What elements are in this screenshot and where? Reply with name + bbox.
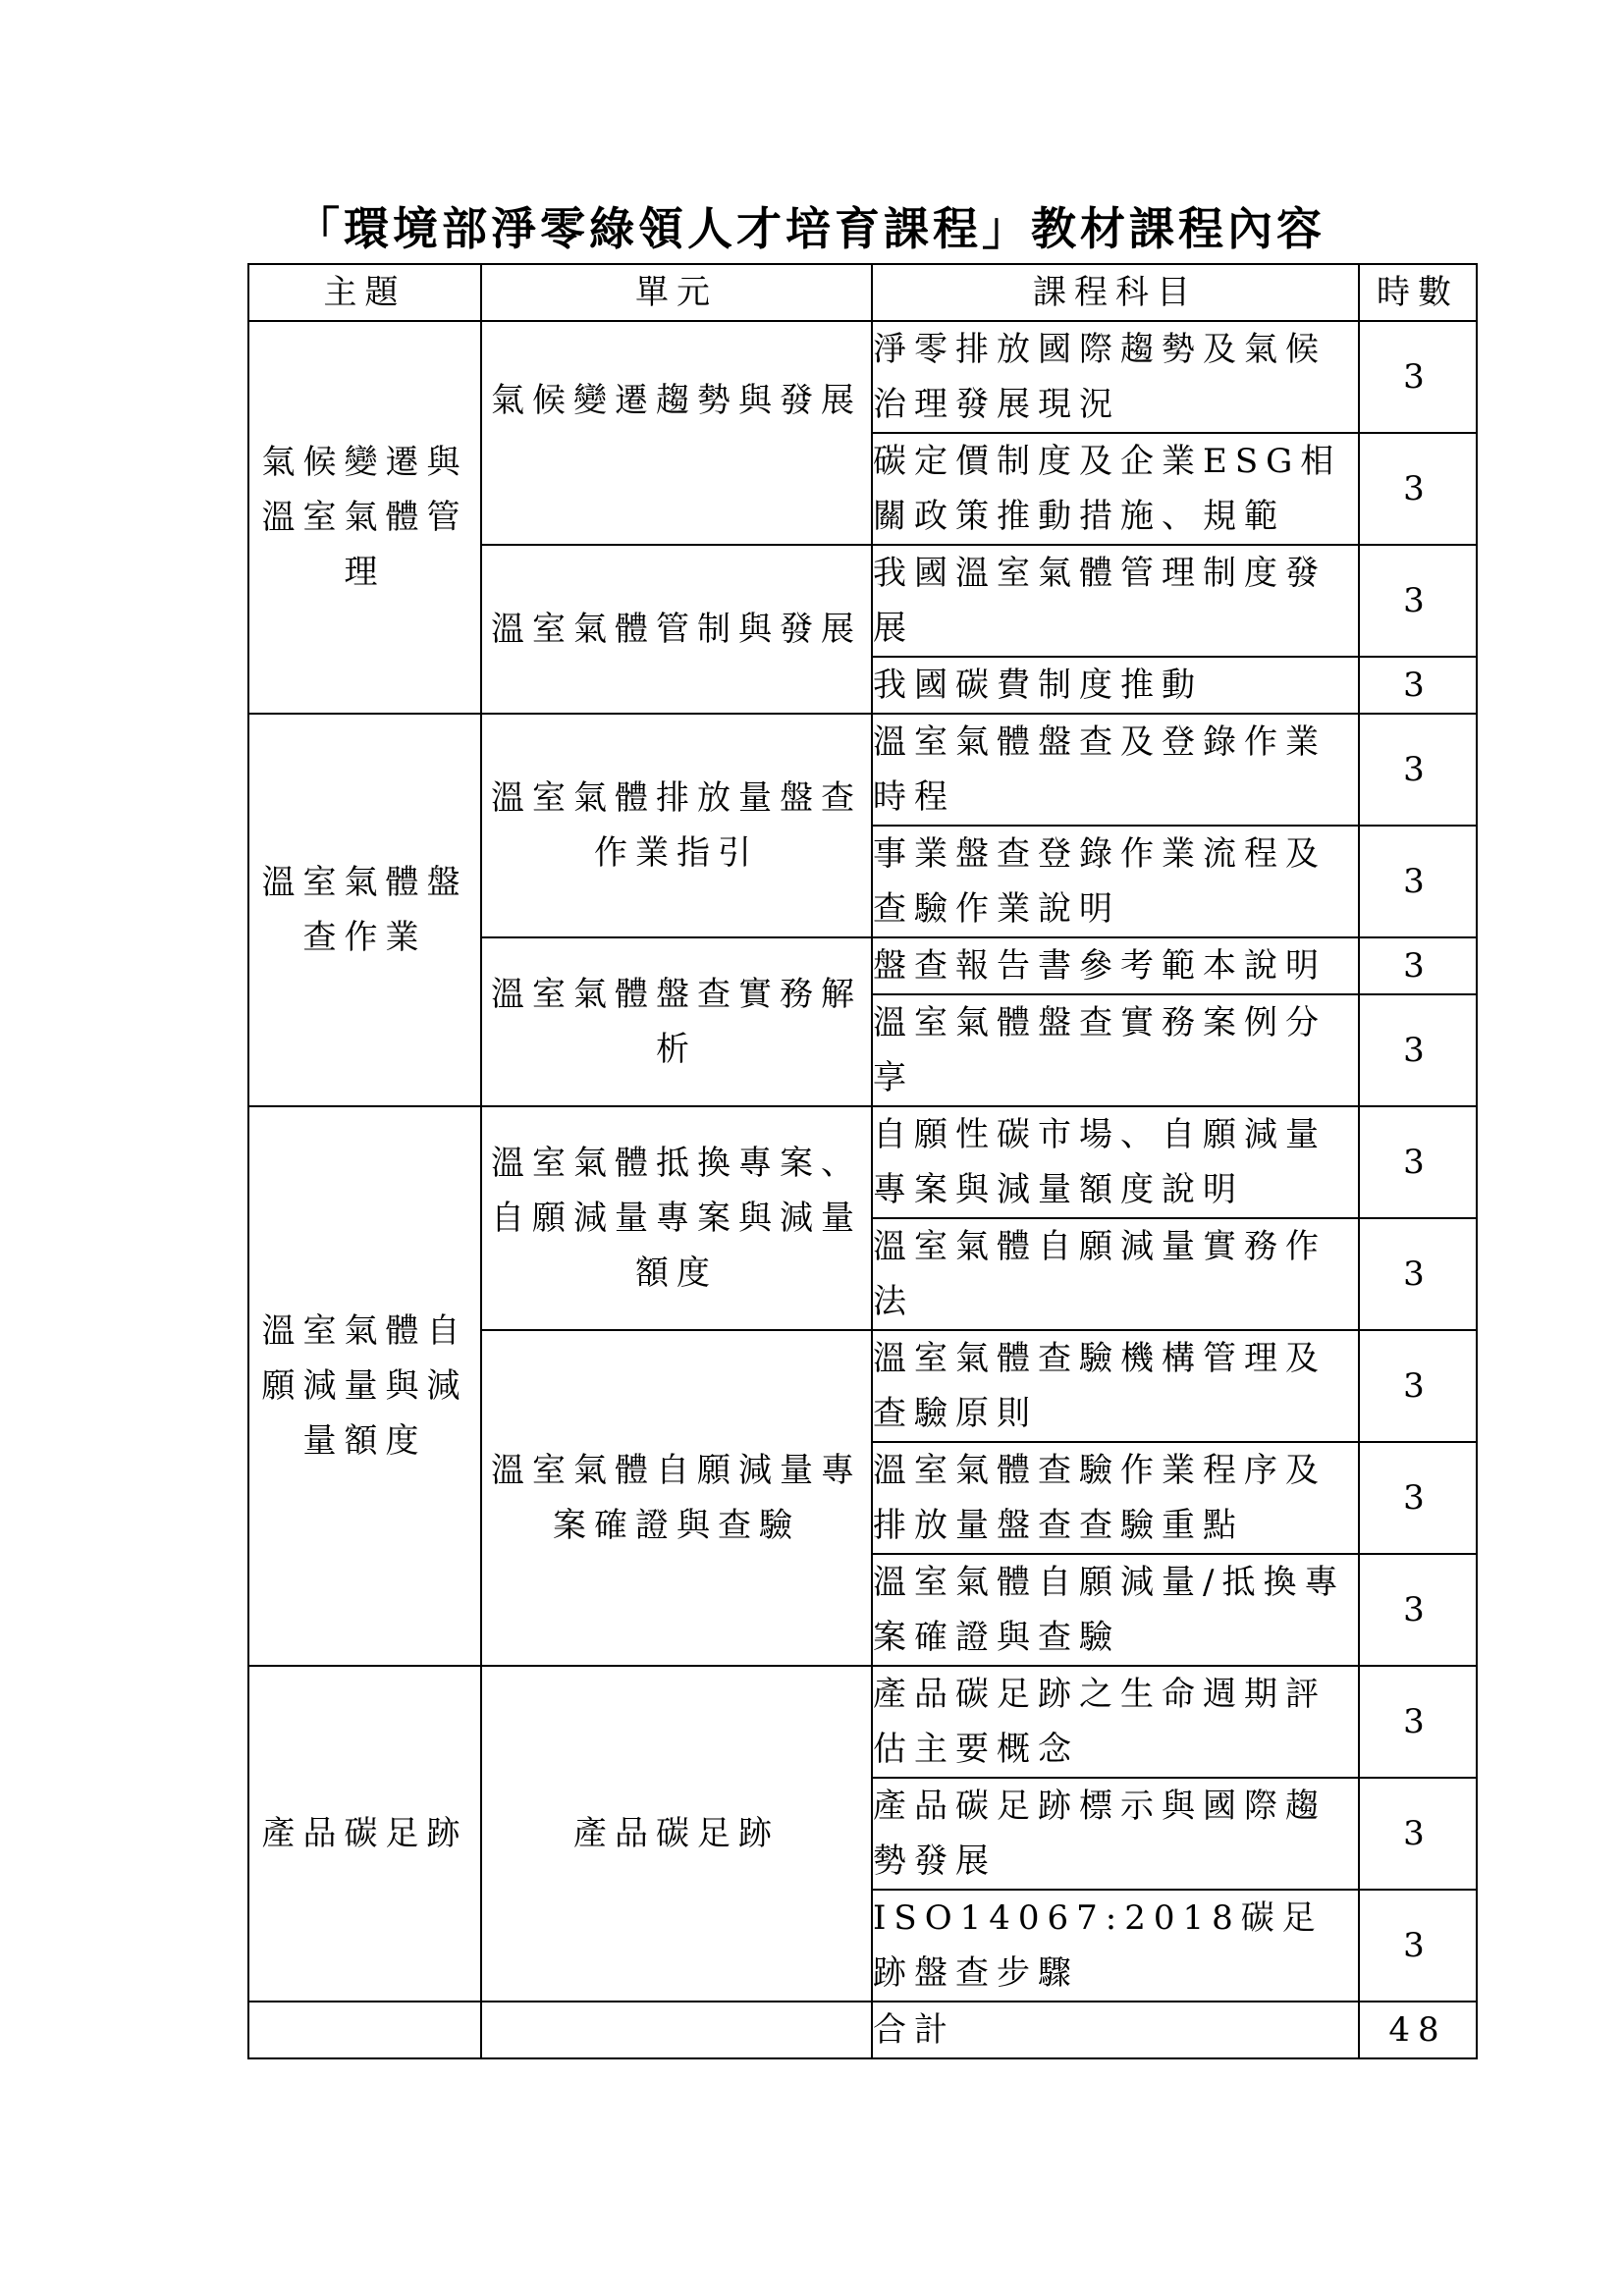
subject-cell: ISO14067:2018碳足跡盤查步驟 bbox=[872, 1890, 1359, 2002]
theme-cell: 溫室氣體盤查作業 bbox=[248, 714, 481, 1106]
header-hours: 時數 bbox=[1359, 264, 1477, 321]
theme-cell: 溫室氣體自願減量與減量額度 bbox=[248, 1106, 481, 1666]
unit-cell: 溫室氣體盤查實務解析 bbox=[481, 937, 872, 1106]
hours-cell: 3 bbox=[1359, 826, 1477, 937]
subject-cell: 溫室氣體自願減量/抵換專案確證與查驗 bbox=[872, 1554, 1359, 1666]
hours-cell: 3 bbox=[1359, 937, 1477, 994]
subject-cell: 溫室氣體盤查及登錄作業時程 bbox=[872, 714, 1359, 826]
unit-cell: 溫室氣體排放量盤查作業指引 bbox=[481, 714, 872, 937]
hours-cell: 3 bbox=[1359, 433, 1477, 545]
unit-cell: 產品碳足跡 bbox=[481, 1666, 872, 2002]
total-row bbox=[248, 2002, 1477, 2058]
unit-cell: 氣候變遷趨勢與發展 bbox=[481, 321, 872, 545]
subject-cell: 自願性碳市場、自願減量專案與減量額度說明 bbox=[872, 1106, 1359, 1218]
hours-cell: 3 bbox=[1359, 1778, 1477, 1890]
subject-cell: 事業盤查登錄作業流程及查驗作業說明 bbox=[872, 826, 1359, 937]
hours-cell: 3 bbox=[1359, 1554, 1477, 1666]
hours-cell: 3 bbox=[1359, 714, 1477, 826]
hours-cell: 3 bbox=[1359, 1666, 1477, 1778]
subject-cell: 溫室氣體查驗作業程序及排放量盤查查驗重點 bbox=[872, 1442, 1359, 1554]
theme-cell: 氣候變遷與溫室氣體管理 bbox=[248, 321, 481, 714]
subject-cell: 我國溫室氣體管理制度發展 bbox=[872, 545, 1359, 657]
subject-cell: 產品碳足跡之生命週期評估主要概念 bbox=[872, 1666, 1359, 1778]
table-row bbox=[248, 1106, 1477, 1218]
subject-cell: 溫室氣體盤查實務案例分享 bbox=[872, 994, 1359, 1106]
table-row bbox=[248, 1666, 1477, 1778]
empty-cell bbox=[481, 2002, 872, 2058]
subject-cell: 溫室氣體查驗機構管理及查驗原則 bbox=[872, 1330, 1359, 1442]
header-theme: 主題 bbox=[248, 264, 481, 321]
total-hours: 48 bbox=[1359, 2002, 1477, 2058]
hours-cell: 3 bbox=[1359, 1890, 1477, 2002]
table-row bbox=[248, 321, 1477, 433]
hours-cell: 3 bbox=[1359, 545, 1477, 657]
hours-cell: 3 bbox=[1359, 1106, 1477, 1218]
hours-cell: 3 bbox=[1359, 1330, 1477, 1442]
total-label: 合計 bbox=[872, 2002, 1359, 2058]
hours-cell: 3 bbox=[1359, 1218, 1477, 1330]
course-table bbox=[247, 263, 1478, 2059]
subject-cell: 碳定價制度及企業ESG相關政策推動措施、規範 bbox=[872, 433, 1359, 545]
header-subject: 課程科目 bbox=[872, 264, 1359, 321]
subject-cell: 溫室氣體自願減量實務作法 bbox=[872, 1218, 1359, 1330]
empty-cell bbox=[248, 2002, 481, 2058]
theme-cell: 產品碳足跡 bbox=[248, 1666, 481, 2002]
unit-cell: 溫室氣體抵換專案、自願減量專案與減量額度 bbox=[481, 1106, 872, 1330]
subject-cell: 我國碳費制度推動 bbox=[872, 657, 1359, 714]
unit-cell: 溫室氣體自願減量專案確證與查驗 bbox=[481, 1330, 872, 1666]
hours-cell: 3 bbox=[1359, 321, 1477, 433]
hours-cell: 3 bbox=[1359, 1442, 1477, 1554]
subject-cell: 產品碳足跡標示與國際趨勢發展 bbox=[872, 1778, 1359, 1890]
table-row bbox=[248, 714, 1477, 826]
hours-cell: 3 bbox=[1359, 994, 1477, 1106]
hours-cell: 3 bbox=[1359, 657, 1477, 714]
subject-cell: 盤查報告書參考範本說明 bbox=[872, 937, 1359, 994]
page-title: 「環境部淨零綠領人才培育課程」教材課程內容 bbox=[295, 202, 1326, 255]
subject-cell: 淨零排放國際趨勢及氣候治理發展現況 bbox=[872, 321, 1359, 433]
unit-cell: 溫室氣體管制與發展 bbox=[481, 545, 872, 714]
header-row bbox=[248, 264, 1477, 321]
header-unit: 單元 bbox=[481, 264, 872, 321]
